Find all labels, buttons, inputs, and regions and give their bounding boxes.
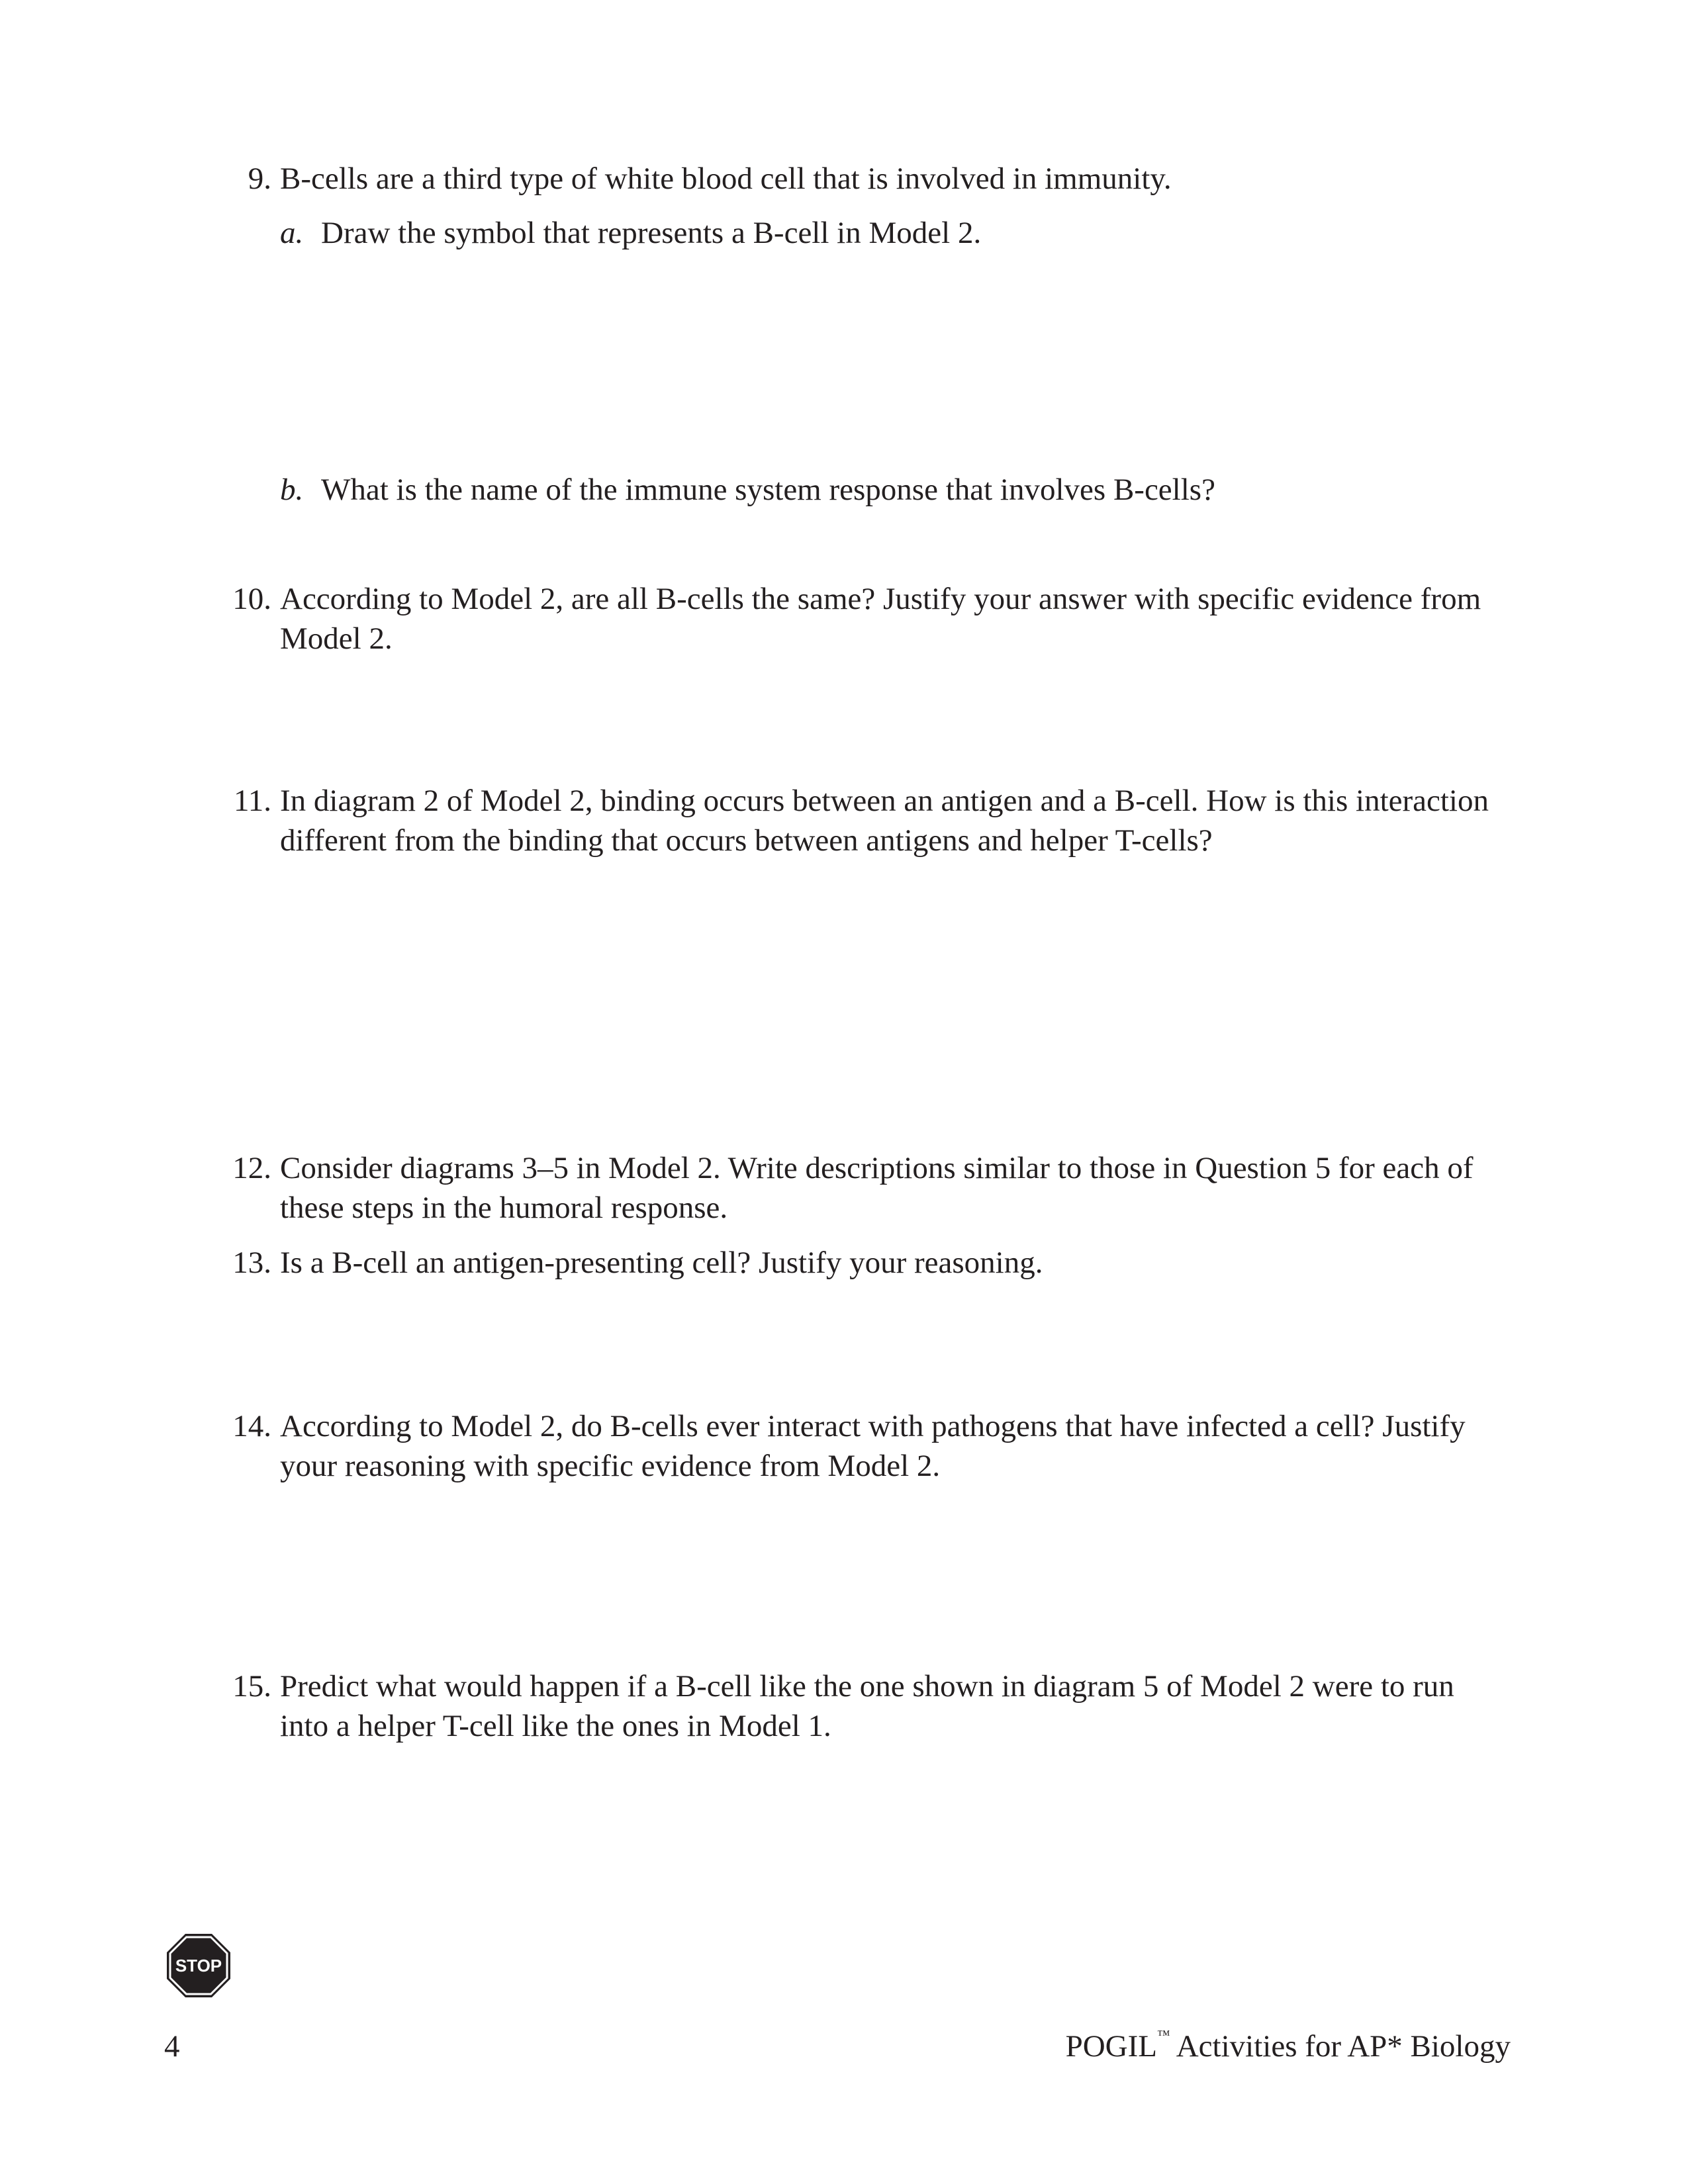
question-text: Consider diagrams 3–5 in Model 2. Write descriptions similar to those in Question 5 for each of these steps in the humoral response. (280, 1151, 1474, 1225)
subquestion-letter: b. (280, 473, 304, 507)
question-number: 9. (248, 161, 271, 196)
question-10 (211, 579, 1508, 659)
question-11 (211, 781, 1508, 860)
question-number: 14. (232, 1409, 271, 1443)
question-number: 15. (232, 1669, 271, 1704)
question-text: In diagram 2 of Model 2, binding occurs between an antigen and a B-cell. How is this interaction different from the binding that occurs between antigens and helper T-cells? (280, 784, 1489, 858)
subquestion-text: Draw the symbol that represents a B-cell in Model 2. (321, 216, 982, 250)
question-text: Is a B-cell an antigen-presenting cell? Justify your reasoning. (280, 1246, 1043, 1280)
subquestion-letter: a. (280, 216, 304, 250)
footer-title-pogil: POGIL (1065, 2029, 1157, 2064)
subquestion-text: What is the name of the immune system response that involves B-cells? (321, 473, 1215, 507)
question-text: Predict what would happen if a B-cell like the one shown in diagram 5 of Model 2 were to run into a helper T-cell like the ones in Model 1. (280, 1669, 1454, 1743)
question-15 (211, 1666, 1508, 1746)
question-number: 11. (233, 784, 271, 818)
question-text: According to Model 2, are all B-cells the same? Justify your answer with specific evidence from Model 2. (280, 582, 1481, 656)
page-number: 4 (164, 2029, 180, 2064)
question-text: B-cells are a third type of white blood cell that is involved in immunity. (280, 161, 1172, 196)
question-text: According to Model 2, do B-cells ever interact with pathogens that have infected a cell? Justify your reasoning with specific evidence from Model 2. (280, 1409, 1466, 1483)
footer-title (1066, 2026, 1511, 2066)
question-14 (211, 1406, 1508, 1486)
footer-title-rest: Activities for AP* Biology (1170, 2029, 1511, 2064)
question-number: 12. (232, 1151, 271, 1185)
question-9 (211, 159, 1508, 199)
stop-sign-icon (165, 1933, 232, 1999)
question-number: 10. (232, 582, 271, 616)
trademark-symbol: ™ (1156, 2028, 1170, 2042)
question-13 (211, 1243, 1508, 1283)
question-9a (280, 213, 1505, 253)
question-9b (280, 470, 1505, 510)
stop-sign-label: STOP (175, 1956, 222, 1976)
question-number: 13. (232, 1246, 271, 1280)
question-12 (211, 1148, 1508, 1228)
